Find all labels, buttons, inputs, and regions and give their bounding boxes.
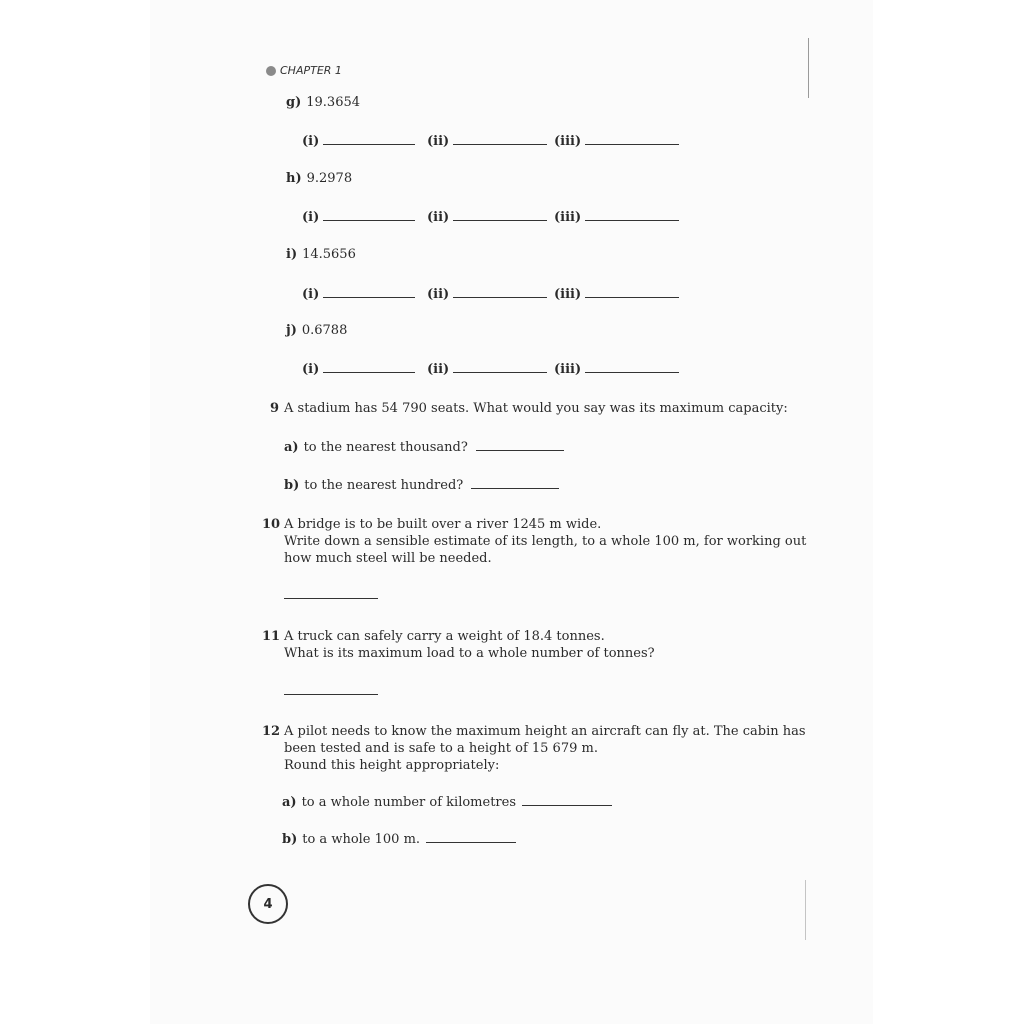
answer-row-i: (i) (ii) (iii) [302, 285, 679, 302]
chapter-label: CHAPTER 1 [280, 64, 342, 77]
scan-edge-mark [805, 880, 806, 940]
answer-blank[interactable] [453, 132, 547, 145]
answer-blank[interactable] [323, 208, 415, 221]
answer-blank[interactable] [476, 438, 564, 451]
answer-blank[interactable] [471, 476, 559, 489]
part-g: g) 19.3654 [286, 95, 361, 110]
answer-blank[interactable] [453, 285, 547, 298]
question-11: 11 A truck can safely carry a weight of 18.4 tonnes. What is its maximum load to a whole number of tonnes? [262, 629, 655, 661]
answer-blank[interactable] [426, 830, 516, 843]
question-9a: a) to the nearest thousand? [284, 438, 564, 456]
question-9: 9 A stadium has 54 790 seats. What would you say was its maximum capacity: [270, 401, 788, 416]
question-12: 12 A pilot needs to know the maximum height an aircraft can fly at. The cabin has been tested and is safe to a height of 15 679 m. Round this height appropriately: [262, 724, 806, 773]
worksheet-page [150, 0, 873, 1024]
answer-blank[interactable] [323, 285, 415, 298]
part-j: j) 0.6788 [286, 323, 348, 338]
answer-blank[interactable] [453, 208, 547, 221]
part-h: h) 9.2978 [286, 171, 353, 186]
question-10: 10 A bridge is to be built over a river 1245 m wide. Write down a sensible estimate of its length, to a whole 100 m, for working out how much steel will be needed. [262, 517, 807, 566]
chapter-heading [266, 64, 342, 77]
part-i: i) 14.5656 [286, 247, 356, 262]
bullet-icon [266, 66, 276, 76]
question-12b: b) to a whole 100 m. [282, 830, 516, 848]
question-9b: b) to the nearest hundred? [284, 476, 559, 494]
answer-blank[interactable] [284, 598, 378, 599]
answer-row-h: (i) (ii) (iii) [302, 208, 679, 225]
answer-row-j: (i) (ii) (iii) [302, 360, 679, 377]
page-number-badge: 4 [248, 884, 288, 924]
answer-blank[interactable] [585, 360, 679, 373]
answer-blank[interactable] [585, 132, 679, 145]
answer-blank[interactable] [585, 285, 679, 298]
question-12a: a) to a whole number of kilometres [282, 793, 612, 811]
scan-edge-mark [808, 38, 809, 98]
answer-blank[interactable] [284, 694, 378, 695]
answer-row-g: (i) (ii) (iii) [302, 132, 679, 149]
answer-blank[interactable] [585, 208, 679, 221]
answer-blank[interactable] [453, 360, 547, 373]
answer-blank[interactable] [522, 793, 612, 806]
answer-blank[interactable] [323, 360, 415, 373]
answer-blank[interactable] [323, 132, 415, 145]
